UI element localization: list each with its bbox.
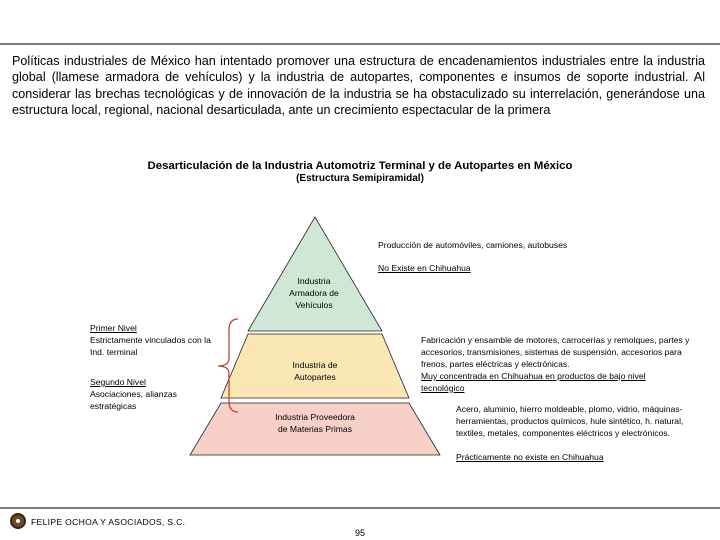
top-tier-description: Producción de automóviles, camiones, autobuses [378, 240, 568, 250]
second-level-description: Asociaciones, alianzas estratégicas [90, 389, 177, 411]
pyramid-tier-top [248, 217, 382, 331]
diagram-title: Desarticulación de la Industria Automotriz Terminal y de Autopartes en México [147, 160, 573, 172]
tier-middle-label: Industria de Autopartes [292, 360, 338, 382]
company-logo-icon [10, 513, 26, 529]
middle-tier-note: Muy concentrada en Chihuahua en productos de bajo nivel tecnológico [421, 371, 646, 393]
bottom-tier-description: Acero, aluminio, hierro moldeable, plomo, vidrio, máquinas-herramientas, productos químicos, hule sintético, h. natural, textiles, metales, componentes eléctricos y electrónicos. [456, 404, 684, 438]
diagram-subtitle: (Estructura Semipiramidal) [296, 173, 424, 184]
middle-tier-description: Fabricación y ensamble de motores, carrocerías y remolques, partes y accesorios, transmisiones, sistemas de suspensión, accesorios para frenos, partes eléctricas y electrónicas. [421, 335, 690, 369]
page-number: 95 [355, 528, 366, 538]
bottom-tier-note: Prácticamente no existe en Chihuahua [456, 452, 604, 462]
top-tier-note: No Existe en Chihuahua [378, 263, 471, 273]
footer-company-name: FELIPE OCHOA Y ASOCIADOS, S.C. [31, 517, 186, 527]
first-level-title: Primer Nivel [90, 323, 137, 333]
tier-top-label: Industria Armadora de Vehículos [289, 276, 339, 310]
first-level-description: Estrictamente vinculados con la Ind. terminal [90, 335, 211, 357]
intro-paragraph: Políticas industriales de México han intentado promover una estructura de encadenamientos industriales entre la industria global (llamese armadora de vehículos) y la industria de autopartes, componentes e insumos de soporte industrial. Al considerar las brechas tecnológicas y de innovación de la industria se ha obstaculizado su interrelación, generándose una estructura local, regional, nacional desarticulada, ante un crecimiento espectacular de la primera [12, 54, 705, 118]
tier-bottom-label: Industria Proveedora de Materias Primas [275, 412, 355, 434]
second-level-title: Segundo Nivel [90, 377, 146, 387]
